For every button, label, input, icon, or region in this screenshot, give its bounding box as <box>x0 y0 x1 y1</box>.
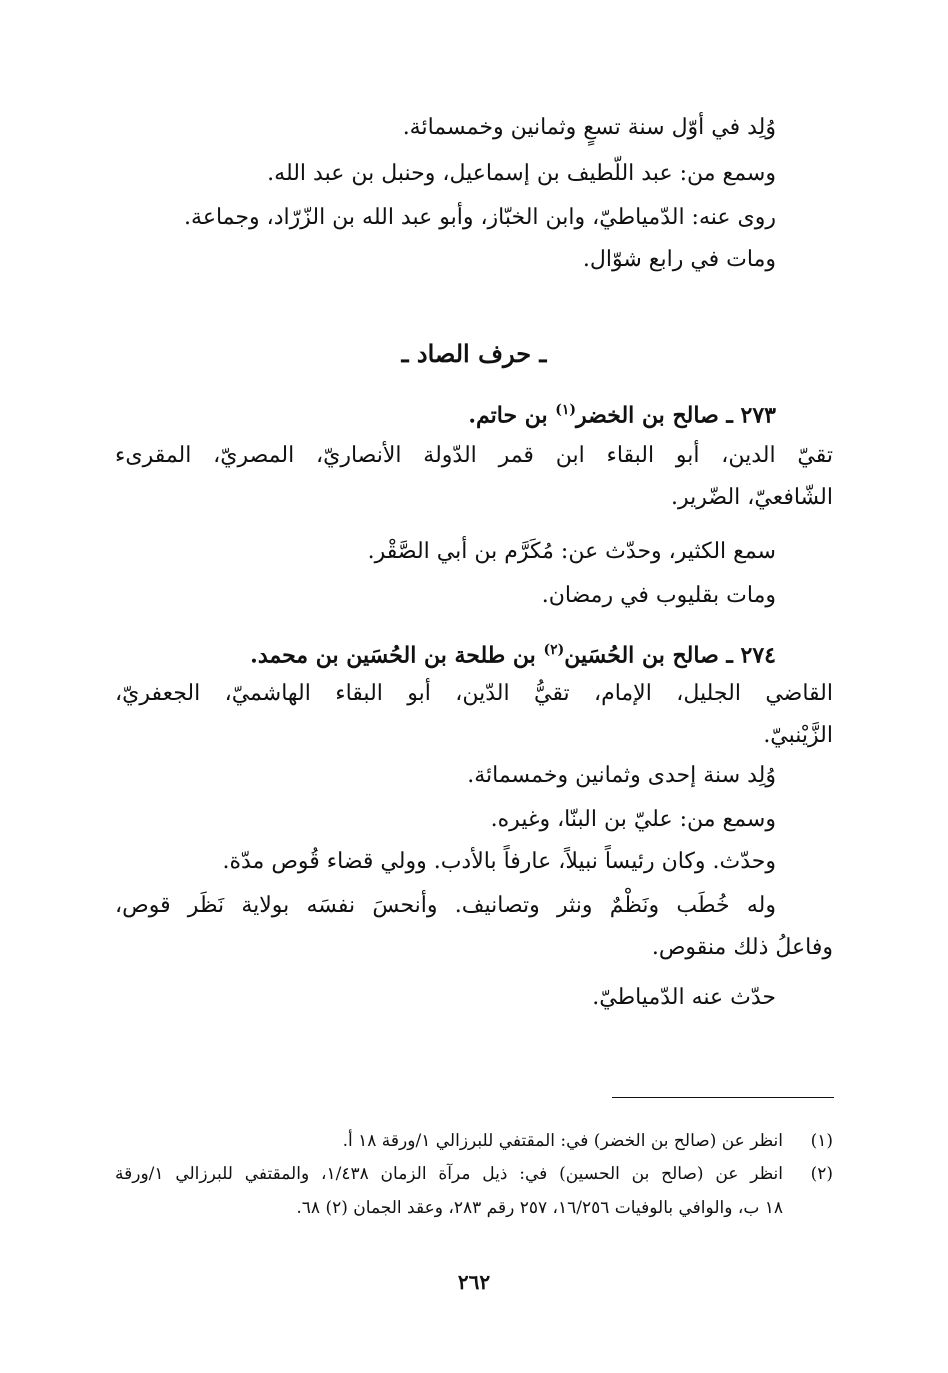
section-heading: ـ حرف الصاد ـ <box>401 339 547 368</box>
footnote-2-text-line2: ١٨ ب، والوافي بالوفيات ١٦/٢٥٦، ٢٥٧ رقم ٢٨٣، وعقد الجمان (٢) ٦٨. <box>296 1198 783 1218</box>
entry-273-footnote-ref: (١) <box>555 402 577 418</box>
intro-teachers-line: وسمع من: عبد اللّطيف بن إسماعيل، وحنبل بن عبد الله. <box>267 161 776 186</box>
intro-students-line: روى عنه: الدّمياطيّ، وابن الخبّاز، وأبو عبد الله بن الزّرّاد، وجماعة. <box>184 205 776 230</box>
footnote-1-text: انظر عن (صالح بن الخضر) في: المقتفي للبرزالي ١/ورقة ١٨ أ. <box>342 1131 783 1151</box>
footnote-2-number: (٢) <box>810 1164 833 1184</box>
entry-274-career-line: وحدّث. وكان رئيساً نبيلاً، عارفاً بالأدب. وولي قضاء قُوص مدّة. <box>222 849 776 874</box>
entry-273-name: ـ صالح بن الخضر <box>576 402 733 429</box>
entry-273-desc-line2: الشّافعيّ، الضّرير. <box>671 485 833 510</box>
entry-273-number: ٢٧٣ <box>740 402 776 429</box>
footnote-2-text-line1: انظر عن (صالح بن الحسين) في: ذيل مرآة الزمان ١/٤٣٨، والمقتفي للبرزالي ١/ورقة <box>115 1164 783 1184</box>
entry-274-birth-line: وُلِد سنة إحدى وثمانين وخمسمائة. <box>467 763 776 788</box>
entry-273-desc-line1: تقيّ الدين، أبو البقاء ابن قمر الدّولة الأنصاريّ، المصريّ، المقرىء <box>115 443 833 468</box>
entry-274-footnote-ref: (٢) <box>543 642 565 658</box>
entry-274-works-line: وله خُطَب ونَظْمٌ ونثر وتصانيف. وأنحسَ نفسَه بولاية نَظَر قوص، <box>115 893 776 918</box>
entry-273-death-line: ومات بقليوب في رمضان. <box>541 583 776 608</box>
entry-274-desc-line2: الزَّيْنبيّ. <box>763 723 833 748</box>
entry-273-hearing-line: سمع الكثير، وحدّث عن: مُكَرَّم بن أبي الصَّقْر. <box>367 539 776 564</box>
entry-274-teachers-line: وسمع من: عليّ بن البنّا، وغيره. <box>490 807 776 832</box>
footnote-1-number: (١) <box>810 1131 833 1151</box>
entry-274-works-line2: وفاعلُ ذلك منقوص. <box>651 935 833 960</box>
entry-274-desc-line1: القاضي الجليل، الإمام، تقيُّ الدّين، أبو البقاء الهاشميّ، الجعفريّ، <box>115 681 833 706</box>
intro-birth-line: وُلِد في أوّل سنة تسعٍ وثمانين وخمسمائة. <box>402 115 776 140</box>
intro-death-line: ومات في رابع شوّال. <box>582 247 776 272</box>
entry-274-students-line: حدّث عنه الدّمياطيّ. <box>592 985 776 1010</box>
entry-274-name-end: بن طلحة بن الحُسَين بن محمد. <box>250 642 536 669</box>
entry-274-number: ٢٧٤ <box>740 642 776 669</box>
entry-274-name: ـ صالح بن الحُسَين <box>564 642 733 669</box>
page-number: ٢٦٢ <box>457 1270 491 1294</box>
entry-273-name-end: بن حاتم. <box>468 402 548 429</box>
